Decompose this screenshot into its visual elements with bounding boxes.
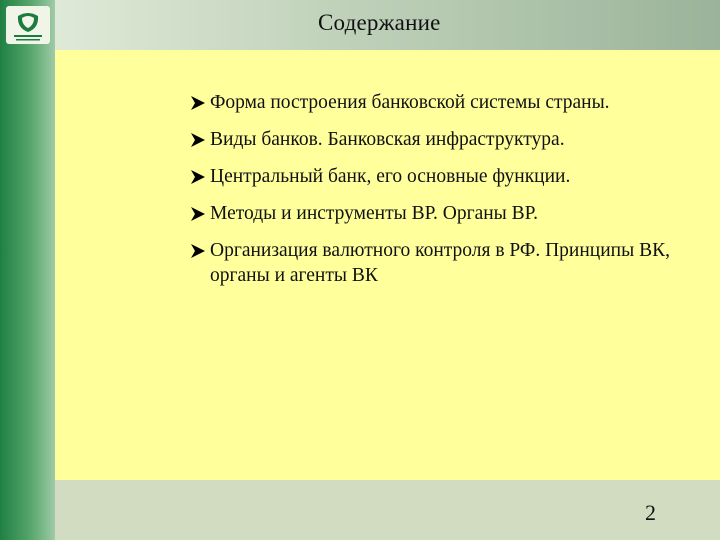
arrow-bullet-icon bbox=[190, 132, 206, 148]
list-item bbox=[188, 164, 708, 189]
page-number: 2 bbox=[645, 500, 656, 525]
left-decor-bar bbox=[0, 0, 55, 540]
arrow-bullet-icon bbox=[190, 169, 206, 185]
list-item-text: Методы и инструменты ВР. Органы ВР. bbox=[210, 203, 538, 224]
footer-band bbox=[55, 480, 720, 540]
list-item-text: Виды банков. Банковская инфраструктура. bbox=[210, 129, 565, 150]
list-item bbox=[188, 238, 708, 288]
list-item bbox=[188, 201, 708, 226]
arrow-bullet-icon bbox=[190, 95, 206, 111]
list-item-text: Центральный банк, его основные функции. bbox=[210, 166, 571, 187]
list-item-text: Форма построения банковской системы страны. bbox=[210, 92, 610, 113]
bank-logo-icon bbox=[6, 6, 50, 44]
arrow-bullet-icon bbox=[190, 243, 206, 259]
arrow-bullet-icon bbox=[190, 206, 206, 222]
list-item bbox=[188, 127, 708, 152]
list-item-text: Организация валютного контроля в РФ. Принципы ВК, органы и агенты ВК bbox=[210, 240, 670, 286]
content-area bbox=[55, 50, 720, 480]
slide-title: Содержание bbox=[318, 10, 441, 35]
list-item bbox=[188, 90, 708, 115]
bullet-list bbox=[188, 90, 708, 300]
